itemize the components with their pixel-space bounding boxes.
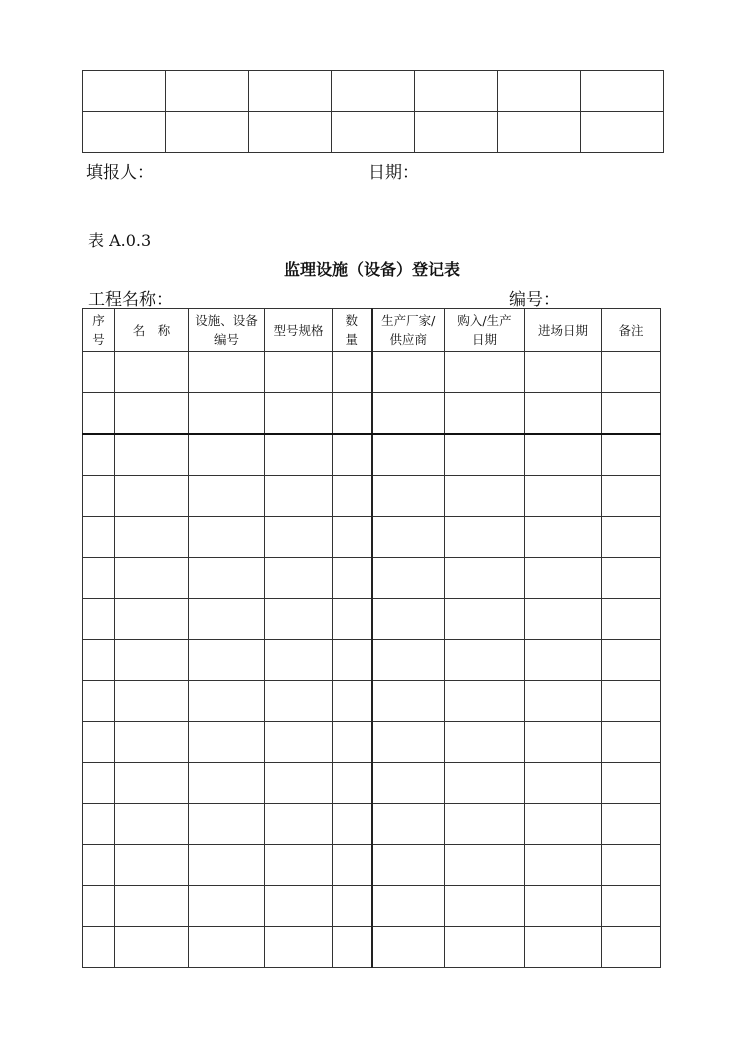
table-cell <box>333 681 372 722</box>
table-row <box>83 112 664 153</box>
table-cell <box>189 722 265 763</box>
table-cell <box>602 352 661 393</box>
table-cell <box>83 393 115 435</box>
table-cell <box>525 640 602 681</box>
reporter-label: 填报人： <box>86 163 154 183</box>
table-cell <box>333 640 372 681</box>
table-row <box>83 927 661 968</box>
table-cell <box>498 112 581 153</box>
table-cell <box>265 927 333 968</box>
table-cell <box>115 352 189 393</box>
table-cell <box>83 804 115 845</box>
table-cell <box>189 640 265 681</box>
table-cell <box>445 681 525 722</box>
col-header-quantity: 数 量 <box>333 309 372 352</box>
table-cell <box>602 763 661 804</box>
table-cell <box>525 722 602 763</box>
table-cell <box>372 599 445 640</box>
table-cell <box>445 886 525 927</box>
table-cell <box>445 763 525 804</box>
table-cell <box>333 599 372 640</box>
table-cell <box>333 722 372 763</box>
table-cell <box>602 845 661 886</box>
table-cell <box>189 886 265 927</box>
table-cell <box>265 517 333 558</box>
col-header-name: 名 称 <box>115 309 189 352</box>
table-cell <box>189 845 265 886</box>
table-cell <box>265 681 333 722</box>
table-cell <box>372 476 445 517</box>
table-cell <box>333 763 372 804</box>
table-cell <box>333 558 372 599</box>
col-header-seq: 序 号 <box>83 309 115 352</box>
table-cell <box>445 476 525 517</box>
table-cell <box>445 393 525 435</box>
table-cell <box>498 71 581 112</box>
table-cell <box>372 845 445 886</box>
equipment-register-table <box>82 308 661 968</box>
table-cell <box>445 640 525 681</box>
table-cell <box>445 722 525 763</box>
table-cell <box>115 434 189 476</box>
table-cell <box>372 681 445 722</box>
table-cell <box>265 845 333 886</box>
table-cell <box>333 393 372 435</box>
table-row <box>83 845 661 886</box>
table-cell <box>602 804 661 845</box>
table-cell <box>115 804 189 845</box>
table-cell <box>333 845 372 886</box>
table-cell <box>265 599 333 640</box>
table-cell <box>83 476 115 517</box>
table-cell <box>83 681 115 722</box>
table-row <box>83 640 661 681</box>
table-cell <box>602 393 661 435</box>
table-cell <box>115 763 189 804</box>
table-row <box>83 681 661 722</box>
table-cell <box>602 434 661 476</box>
table-cell <box>525 804 602 845</box>
table-cell <box>372 722 445 763</box>
table-cell <box>83 517 115 558</box>
table-cell <box>525 434 602 476</box>
col-header-purchase-date: 购入/生产 日期 <box>445 309 525 352</box>
table-cell <box>372 352 445 393</box>
table-row <box>83 722 661 763</box>
table-cell <box>602 558 661 599</box>
table-cell <box>525 927 602 968</box>
table-cell <box>372 886 445 927</box>
table-cell <box>189 352 265 393</box>
table-cell <box>166 112 249 153</box>
table-cell <box>265 352 333 393</box>
table-cell <box>265 558 333 599</box>
table-cell <box>602 722 661 763</box>
table-cell <box>525 886 602 927</box>
table-cell <box>525 681 602 722</box>
table-cell <box>445 804 525 845</box>
table-cell <box>189 763 265 804</box>
table-cell <box>332 71 415 112</box>
col-header-equipment-no: 设施、设备 编号 <box>189 309 265 352</box>
table-cell <box>265 763 333 804</box>
table-cell <box>189 434 265 476</box>
table-cell <box>83 71 166 112</box>
table-cell <box>249 71 332 112</box>
table-cell <box>83 434 115 476</box>
table-cell <box>581 71 664 112</box>
table-cell <box>525 763 602 804</box>
table-cell <box>445 599 525 640</box>
table-cell <box>372 640 445 681</box>
table-cell <box>189 804 265 845</box>
table-cell <box>525 476 602 517</box>
table-row <box>83 804 661 845</box>
table-row <box>83 517 661 558</box>
table-cell <box>372 434 445 476</box>
table-cell <box>602 476 661 517</box>
table-cell <box>115 599 189 640</box>
table-cell <box>115 927 189 968</box>
table-cell <box>445 434 525 476</box>
table-cell <box>372 763 445 804</box>
table-row <box>83 71 664 112</box>
table-cell <box>333 517 372 558</box>
table-cell <box>333 927 372 968</box>
table-cell <box>525 599 602 640</box>
table-cell <box>265 722 333 763</box>
table-cell <box>372 517 445 558</box>
table-row <box>83 763 661 804</box>
table-cell <box>83 722 115 763</box>
table-cell <box>525 393 602 435</box>
table-row <box>83 599 661 640</box>
table-cell <box>83 845 115 886</box>
table-cell <box>445 352 525 393</box>
table-cell <box>525 352 602 393</box>
table-cell <box>83 352 115 393</box>
table-cell <box>115 845 189 886</box>
col-header-entry-date: 进场日期 <box>525 309 602 352</box>
project-name-label: 工程名称： <box>88 290 173 310</box>
table-cell <box>333 434 372 476</box>
table-cell <box>525 558 602 599</box>
form-title: 监理设施（设备）登记表 <box>283 260 460 279</box>
table-cell <box>115 517 189 558</box>
table-cell <box>265 804 333 845</box>
table-cell <box>166 71 249 112</box>
table-cell <box>372 804 445 845</box>
table-cell <box>115 640 189 681</box>
col-header-manufacturer: 生产厂家/ 供应商 <box>372 309 445 352</box>
date-label: 日期： <box>368 163 419 183</box>
col-header-model: 型号规格 <box>265 309 333 352</box>
table-cell <box>602 681 661 722</box>
table-cell <box>265 886 333 927</box>
table-cell <box>83 927 115 968</box>
table-cell <box>333 886 372 927</box>
table-cell <box>115 722 189 763</box>
table-cell <box>602 517 661 558</box>
table-cell <box>445 558 525 599</box>
table-cell <box>83 112 166 153</box>
form-number-label: 编号： <box>509 290 560 310</box>
table-cell <box>115 558 189 599</box>
table-row <box>83 558 661 599</box>
table-cell <box>189 476 265 517</box>
table-cell <box>333 476 372 517</box>
table-cell <box>83 640 115 681</box>
table-row <box>83 886 661 927</box>
table-cell <box>265 434 333 476</box>
table-cell <box>415 71 498 112</box>
table-cell <box>83 599 115 640</box>
table-cell <box>332 112 415 153</box>
table-cell <box>265 476 333 517</box>
table-row <box>83 476 661 517</box>
table-cell <box>602 640 661 681</box>
table-cell <box>265 640 333 681</box>
table-cell <box>525 517 602 558</box>
table-cell <box>265 393 333 435</box>
table-cell <box>115 476 189 517</box>
table-cell <box>189 681 265 722</box>
table-row <box>83 434 661 476</box>
table-cell <box>189 599 265 640</box>
table-cell <box>189 927 265 968</box>
table-cell <box>445 927 525 968</box>
table-cell <box>189 558 265 599</box>
table-cell <box>525 845 602 886</box>
table-cell <box>445 517 525 558</box>
table-cell <box>189 393 265 435</box>
table-row <box>83 393 661 435</box>
header-row <box>83 309 661 352</box>
table-cell <box>372 927 445 968</box>
table-cell <box>83 558 115 599</box>
table-cell <box>602 886 661 927</box>
table-id: 表 A.0.3 <box>88 231 152 250</box>
table-cell <box>372 393 445 435</box>
table-cell <box>445 845 525 886</box>
table-cell <box>83 886 115 927</box>
table-cell <box>581 112 664 153</box>
table-cell <box>602 927 661 968</box>
table-cell <box>115 393 189 435</box>
table-cell <box>249 112 332 153</box>
col-header-remarks: 备注 <box>602 309 661 352</box>
table-cell <box>189 517 265 558</box>
table-cell <box>115 681 189 722</box>
table-cell <box>372 558 445 599</box>
table-cell <box>333 804 372 845</box>
table-cell <box>83 763 115 804</box>
previous-table-fragment <box>82 70 664 153</box>
table-cell <box>602 599 661 640</box>
table-cell <box>333 352 372 393</box>
table-cell <box>115 886 189 927</box>
table-cell <box>415 112 498 153</box>
table-row <box>83 352 661 393</box>
